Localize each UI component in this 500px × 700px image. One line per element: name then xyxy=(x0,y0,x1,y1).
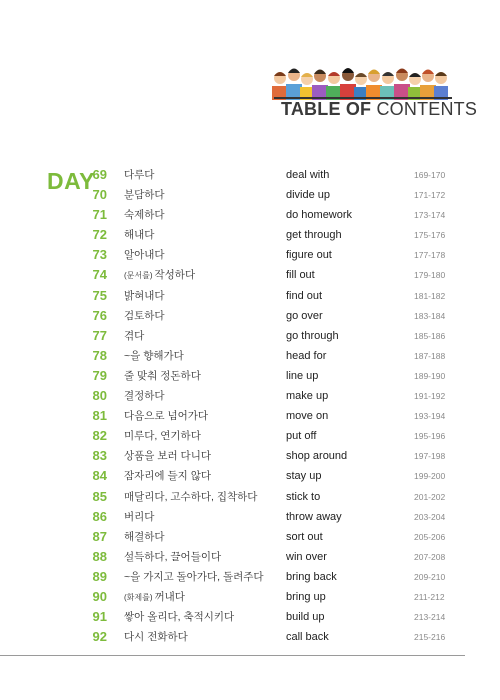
day-number: 88 xyxy=(92,548,107,564)
korean-meaning xyxy=(124,466,211,486)
toc-row[interactable] xyxy=(0,326,500,346)
korean-text: ~을 향해가다 xyxy=(124,349,184,362)
toc-row[interactable] xyxy=(0,406,500,426)
english-phrase: stick to xyxy=(286,490,321,503)
page-range: 197-198 xyxy=(414,451,446,462)
korean-text: 다루다 xyxy=(124,169,155,181)
page-range: 177-178 xyxy=(414,250,446,261)
day-number: 82 xyxy=(92,428,107,444)
korean-meaning xyxy=(124,265,195,286)
page-range: 179-180 xyxy=(414,270,446,281)
korean-meaning xyxy=(124,446,211,466)
korean-meaning xyxy=(124,487,257,507)
korean-text: 다음으로 넘어가다 xyxy=(124,410,209,423)
page-range: 171-172 xyxy=(414,190,446,201)
korean-context-tag: (화제를) xyxy=(124,592,153,602)
korean-meaning xyxy=(124,185,165,205)
toc-row[interactable] xyxy=(0,587,500,607)
english-phrase: call back xyxy=(286,631,329,644)
korean-text: 분담하다 xyxy=(124,189,165,202)
korean-text: ~을 가지고 돌아가다, 돌려주다 xyxy=(124,570,264,583)
toc-list xyxy=(0,165,500,647)
english-phrase: make up xyxy=(286,390,329,403)
page-range: 215-216 xyxy=(414,632,446,643)
korean-meaning xyxy=(124,426,201,446)
page-range: 183-184 xyxy=(414,310,446,321)
page-range: 189-190 xyxy=(414,370,446,381)
day-number: 70 xyxy=(92,187,107,203)
toc-row[interactable] xyxy=(0,245,500,265)
english-phrase: put off xyxy=(286,430,317,443)
day-number: 77 xyxy=(92,327,107,343)
day-number: 79 xyxy=(92,367,107,383)
korean-text: 겪다 xyxy=(124,329,145,342)
korean-meaning xyxy=(124,627,188,647)
day-number: 84 xyxy=(92,468,107,484)
english-phrase: sort out xyxy=(286,530,323,543)
page-title xyxy=(281,99,477,120)
korean-meaning xyxy=(124,205,165,225)
toc-row[interactable] xyxy=(0,306,500,326)
page-range: 211-212 xyxy=(414,591,445,602)
bottom-divider xyxy=(0,655,465,656)
english-phrase: do homework xyxy=(286,209,353,222)
page-range: 173-174 xyxy=(414,210,446,221)
day-number: 78 xyxy=(92,347,107,363)
korean-meaning xyxy=(124,527,165,547)
english-phrase: shop around xyxy=(286,450,348,463)
crowd-illustration xyxy=(270,60,450,100)
toc-row[interactable] xyxy=(0,607,500,627)
toc-row[interactable] xyxy=(0,466,500,486)
page-range: 209-210 xyxy=(414,571,446,582)
page-range: 195-196 xyxy=(414,431,446,442)
korean-text: 꺼내다 xyxy=(154,590,185,603)
korean-text: 알아내다 xyxy=(124,249,165,262)
title-bold: TABLE OF xyxy=(281,99,372,119)
page-range: 193-194 xyxy=(414,411,446,422)
day-number: 73 xyxy=(92,247,107,263)
korean-meaning xyxy=(124,165,154,185)
english-phrase: stay up xyxy=(286,470,322,483)
toc-row[interactable] xyxy=(0,446,500,466)
toc-row[interactable] xyxy=(0,627,500,647)
korean-text: 다시 전화하다 xyxy=(124,631,188,644)
korean-text: 검토하다 xyxy=(124,309,165,322)
toc-row[interactable] xyxy=(0,426,500,446)
korean-text: 밝혀내다 xyxy=(124,289,165,302)
toc-row[interactable] xyxy=(0,527,500,547)
korean-text: 줄 맞춰 정돈하다 xyxy=(124,369,201,382)
korean-text: 버리다 xyxy=(124,510,155,523)
korean-text: 해내다 xyxy=(124,229,155,242)
page-range: 185-186 xyxy=(414,330,446,341)
toc-row[interactable] xyxy=(0,547,500,567)
day-number: 71 xyxy=(92,207,107,223)
page-range: 213-214 xyxy=(414,612,446,623)
korean-meaning xyxy=(124,607,234,627)
korean-meaning xyxy=(124,326,144,346)
day-number: 72 xyxy=(92,227,107,243)
english-phrase: bring up xyxy=(286,590,326,603)
day-number: 87 xyxy=(92,528,107,544)
page-range: 187-188 xyxy=(414,350,446,361)
korean-text: 쌓아 올리다, 축적시키다 xyxy=(124,611,235,624)
day-number: 69 xyxy=(92,167,107,182)
korean-text: 작성하다 xyxy=(154,269,196,282)
day-number: 75 xyxy=(92,287,107,303)
toc-row[interactable] xyxy=(0,386,500,406)
english-phrase: find out xyxy=(286,289,323,302)
english-phrase: fill out xyxy=(286,269,315,282)
toc-row[interactable] xyxy=(0,346,500,366)
day-number: 83 xyxy=(92,448,107,464)
korean-meaning xyxy=(124,306,165,326)
korean-meaning xyxy=(124,547,221,567)
day-number: 76 xyxy=(92,307,107,323)
day-number: 91 xyxy=(92,609,107,625)
page-range: 191-192 xyxy=(414,391,446,402)
day-label: DAY xyxy=(47,168,95,194)
toc-row[interactable] xyxy=(0,185,500,205)
korean-text: 잠자리에 들지 않다 xyxy=(124,470,211,483)
page-range: 175-176 xyxy=(414,230,446,241)
english-phrase: deal with xyxy=(286,169,330,181)
toc-row[interactable] xyxy=(0,366,500,386)
korean-meaning xyxy=(124,406,208,426)
korean-text: 결정하다 xyxy=(124,390,165,403)
korean-meaning xyxy=(124,567,264,587)
page-range: 203-204 xyxy=(414,511,446,522)
english-phrase: get through xyxy=(286,229,342,242)
toc-row[interactable] xyxy=(0,487,500,507)
korean-meaning xyxy=(124,366,201,386)
korean-text: 설득하다, 끌어들이다 xyxy=(124,550,222,563)
day-number: 86 xyxy=(92,508,107,524)
day-number: 89 xyxy=(92,568,107,584)
page-range: 181-182 xyxy=(414,290,446,301)
korean-text: 상품을 보러 다니다 xyxy=(124,450,211,463)
toc-row[interactable] xyxy=(0,265,500,285)
korean-text: 매달리다, 고수하다, 집착하다 xyxy=(124,490,258,503)
toc-row[interactable] xyxy=(0,507,500,527)
english-phrase: win over xyxy=(286,550,327,563)
toc-row[interactable] xyxy=(0,567,500,587)
day-number: 81 xyxy=(92,408,107,424)
page-range: 201-202 xyxy=(414,491,446,502)
english-phrase: go over xyxy=(286,309,323,322)
day-number: 74 xyxy=(92,267,107,283)
korean-meaning xyxy=(124,507,154,527)
title-regular: CONTENTS xyxy=(376,99,478,119)
korean-text: 숙제하다 xyxy=(124,209,165,222)
toc-row[interactable] xyxy=(0,205,500,225)
korean-meaning xyxy=(124,386,165,406)
page-range: 169-170 xyxy=(414,170,446,180)
english-phrase: bring back xyxy=(286,570,337,583)
korean-meaning xyxy=(124,286,165,306)
korean-meaning xyxy=(124,587,185,608)
english-phrase: head for xyxy=(286,349,327,362)
english-phrase: figure out xyxy=(286,249,332,262)
english-phrase: divide up xyxy=(286,189,331,202)
page-range: 205-206 xyxy=(414,531,446,542)
day-number: 90 xyxy=(92,588,107,604)
toc-row[interactable] xyxy=(0,286,500,306)
korean-text: 미루다, 연기하다 xyxy=(124,430,201,443)
korean-meaning xyxy=(124,346,184,366)
day-number: 85 xyxy=(92,488,107,504)
korean-meaning xyxy=(124,225,154,245)
english-phrase: move on xyxy=(286,410,329,423)
english-phrase: go through xyxy=(286,329,339,342)
toc-row[interactable] xyxy=(0,165,500,185)
day-number: 92 xyxy=(92,629,107,645)
english-phrase: build up xyxy=(286,611,325,624)
day-number: 80 xyxy=(92,388,107,404)
english-phrase: throw away xyxy=(286,510,342,523)
korean-text: 해결하다 xyxy=(124,530,165,543)
page-range: 199-200 xyxy=(414,471,446,482)
toc-row[interactable] xyxy=(0,225,500,245)
korean-meaning xyxy=(124,245,165,265)
page-range: 207-208 xyxy=(414,551,446,562)
korean-context-tag: (문서를) xyxy=(124,271,153,281)
english-phrase: line up xyxy=(286,369,319,382)
